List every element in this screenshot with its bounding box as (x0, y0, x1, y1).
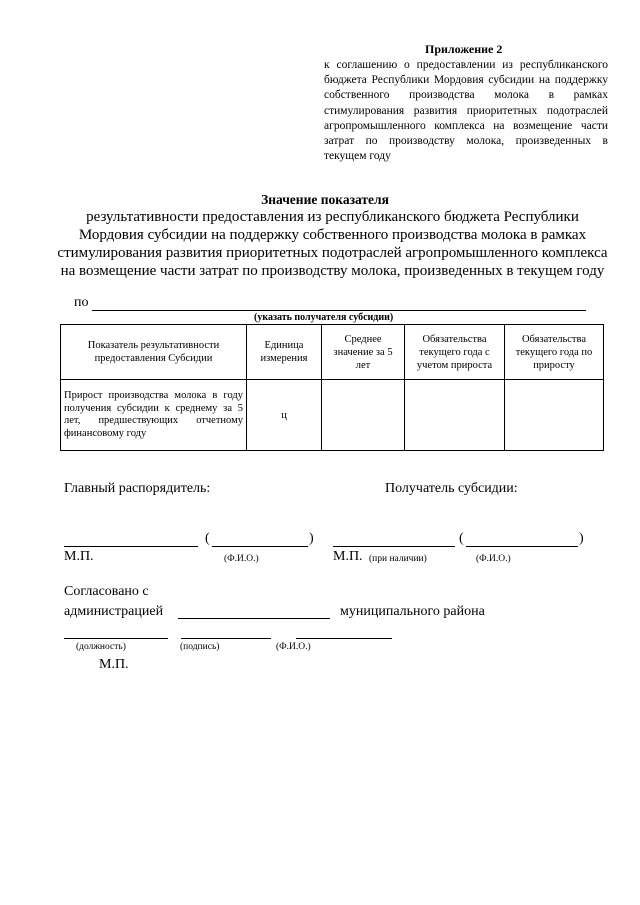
table-cell-obligation-growth[interactable] (505, 380, 604, 451)
signature-hint: (подпись) (180, 642, 220, 652)
municipality-line[interactable] (178, 618, 330, 619)
left-open-paren: ( (205, 531, 210, 546)
agreement-line1: Согласовано с (64, 584, 149, 599)
agreement-stamp-label: М.П. (99, 657, 129, 672)
table-header: Обязательства текущего года по приросту (505, 325, 604, 380)
signature-line[interactable] (181, 638, 271, 639)
right-stamp-note: (при наличии) (369, 554, 427, 564)
recipient-prefix: по (74, 295, 89, 310)
fio-line[interactable] (296, 638, 392, 639)
recipient-line (92, 310, 586, 311)
agreement-prefix: администрацией (64, 604, 164, 619)
table-cell-unit: ц (247, 380, 322, 451)
table-header: Обязательства текущего года с учетом прироста (405, 325, 505, 380)
table-header: Показатель результативности предоставления Субсидии (61, 325, 247, 380)
right-fio-hint: (Ф.И.О.) (476, 554, 511, 564)
table-header: Единица измерения (247, 325, 322, 380)
agreement-suffix: муниципального района (340, 604, 485, 619)
indicator-table (60, 324, 604, 451)
table-cell-average[interactable] (322, 380, 405, 451)
left-fio-hint: (Ф.И.О.) (224, 554, 259, 564)
left-close-paren: ) (309, 531, 314, 546)
right-signatory-heading: Получатель субсидии: (385, 481, 518, 496)
right-fio-line[interactable] (466, 546, 578, 547)
position-line[interactable] (64, 638, 168, 639)
right-signature-line[interactable] (333, 546, 455, 547)
document-title: Значение показателя (261, 192, 389, 207)
right-close-paren: ) (579, 531, 584, 546)
appendix-title: Приложение 2 (425, 42, 503, 56)
left-stamp-label: М.П. (64, 549, 94, 564)
table-header: Среднее значение за 5 лет (322, 325, 405, 380)
left-signature-line[interactable] (64, 546, 198, 547)
table-header-row (61, 325, 604, 380)
recipient-hint: (указать получателя субсидии) (254, 312, 394, 323)
table-cell-obligation-with-growth[interactable] (405, 380, 505, 451)
table-cell-indicator: Прирост производства молока в году получения субсидии к среднему за 5 лет, предшествующих отчетному финансовому году (61, 380, 247, 451)
right-stamp-label: М.П. (333, 549, 363, 564)
left-fio-line[interactable] (212, 546, 308, 547)
fio-hint: (Ф.И.О.) (276, 642, 311, 652)
document-description: результативности предоставления из республиканского бюджета Республики Мордовия субсидии на поддержку собственного производства молока в рамках стимулирования развития приоритетных подотраслей агропромышленного комплекса на возмещение части затрат по производству молока, произведенных в текущем году (57, 209, 608, 279)
table-row (61, 380, 604, 451)
position-hint: (должность) (76, 642, 126, 652)
right-open-paren: ( (459, 531, 464, 546)
appendix-body: к соглашению о предоставлении из республиканского бюджета Республики Мордовия субсидии на поддержку собственного производства молока в рамках стимулирования развития приоритетных подотраслей агропромышленного комплекса на возмещение части затрат по производству молока, произведенных в текущем году (324, 59, 608, 163)
left-signatory-heading: Главный распорядитель: (64, 481, 211, 496)
